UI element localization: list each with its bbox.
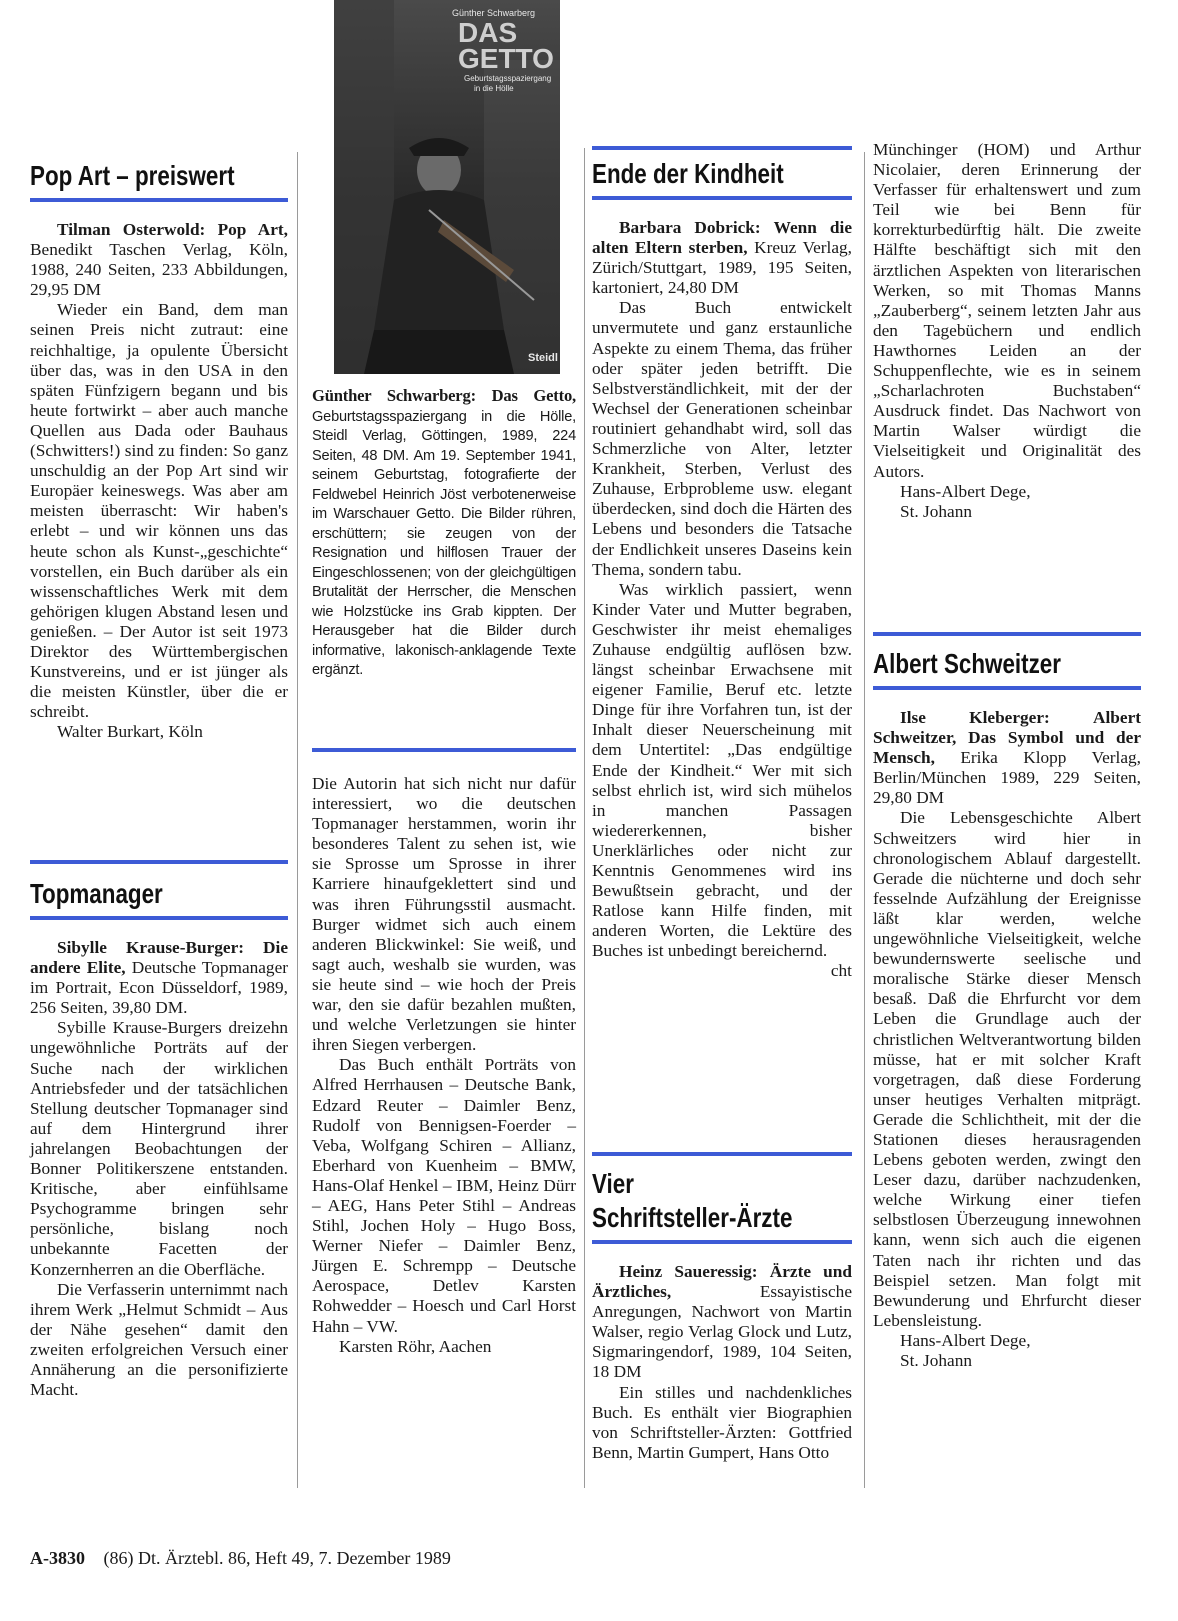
article-body — [592, 1262, 852, 1463]
book-pubinfo: Deutsche Topmanager im Portrait, Econ Düsseldorf, 1989, 256 Seiten, 39,80 DM. — [30, 958, 288, 1018]
book-title: Die andere Elite, — [30, 938, 288, 978]
heading-bar — [30, 916, 288, 920]
cover-author: Günther Schwarberg — [452, 8, 536, 18]
book-title: Pop Art, — [217, 220, 288, 239]
heading-line-2: Schriftsteller-Ärzte — [592, 1202, 793, 1233]
review-signature: Walter Burkart, Köln — [57, 722, 203, 742]
cover-title-1: DAS — [458, 17, 518, 48]
column-rule-1 — [297, 152, 298, 1488]
heading-albert-schweitzer: Albert Schweitzer — [873, 648, 1061, 679]
book-title: Albert Schweitzer, Das Symbol und der Mensch, — [873, 708, 1141, 768]
section-bar — [873, 632, 1141, 636]
heading-bar — [592, 196, 852, 200]
review-text: Sybille Krause-Burgers dreizehn ungewöhnliche Porträts auf der Suche nach der wirklichen Antriebsfeder und der tatsächlichen Stellung deutscher Topmanager sind auf dem Hintergrund ihrer jahrelangen Beobachtungen der Bonner Politikerszene entstanden. Kritische, aber einfühlsame Psychogramme bringen sehr persönliche, bislang noch unbekannte Facetten der Konzernherren an die Oberfläche. — [30, 1018, 288, 1279]
journal-citation: (86) Dt. Ärztebl. 86, Heft 49, 7. Dezember 1989 — [103, 1548, 451, 1568]
cover-subtitle-2: in die Hölle — [474, 84, 514, 93]
photo-caption — [312, 386, 576, 681]
review-text — [592, 579, 852, 981]
topmanager-continued — [312, 774, 576, 1357]
review-text: Die Autorin hat sich nicht nur dafür interessiert, wo die deutschen Topmanager herstammen, worin ihr besonderes Talent zu sehen ist, wie sie Sprosse um Sprosse in ihrer Karriere hinaufgeklettert sind und was ihren Führungsstil ausmacht. Burger widmet sich auch einem anderen Blickwinkel: Sie weiß, und sagt auch, weshalb sie wurden, was sie heute sind – wie hoch der Preis war, den sie dafür bezahlen mußten, und welche Verletzungen sie hinter ihren Siegen verbergen. — [312, 774, 576, 1055]
article-body — [30, 938, 288, 1400]
section-bar — [30, 860, 288, 864]
column-rule-3 — [864, 152, 865, 1488]
review-text: Die Verfasserin unternimmt nach ihrem Werk „Helmut Schmidt – Aus der Nähe gesehen“ damit den zweiten erfolgreichen Versuch einer Annäherung an die personifizierte Macht. — [30, 1279, 288, 1400]
book-pubinfo: Essayistische Anregungen, Nachwort von Martin Walser, regio Verlag Glock und Lutz, Sigmaringendorf, 1989, 104 Seiten, 18 DM — [592, 1282, 852, 1382]
column-rule-2 — [584, 148, 585, 1488]
cover-title-2: GETTO — [458, 43, 554, 74]
book-pubinfo: Erika Klopp Verlag, Berlin/München 1989, 229 Seiten, 29,80 DM — [873, 748, 1141, 808]
review-text-span: Was wirklich passiert, wenn Kinder Vater und Mutter begraben, Geschwister ihr meist ehemaliges Zuhause endgültig auflösen bzw. längst scheinbar Erwachsene mit eigener Familie, Beruf etc. letzte Dinge für ihre Vorfahren tun, ist der Inhalt dieser Neuerscheinung mit dem Untertitel: „Das endgültige Ende der Kindheit.“ Wer mit sich selbst ehrlich ist, wird sich mühelos in manchen Passagen wiedererkennen, bisher Unerklärliches oder nicht zur Kenntnis Genommenes wird ins Bewußtsein gebracht, und der Ratlose kann Hilfe finden, mit anderen Worten, die Lektüre des Buches ist unbedingt bereichernd. — [592, 579, 852, 961]
heading-topmanager: Topmanager — [30, 878, 163, 909]
article-topmanager — [30, 860, 288, 1400]
heading-line-1: Vier — [592, 1168, 634, 1199]
book-author: Barbara Dobrick: — [619, 218, 761, 237]
review-text: Wieder ein Band, dem man seinen Preis nicht zutraut: eine reichhaltige, ja opulente Übersicht über das, was in den USA in den späten Fünfzigern begann und bis heute fortwirkt – aber auch manche Quellen aus Dada oder Bauhaus (Schwitters!) sind zu finden: So ganz unschuldig an der Pop Art sind wir Europäer keineswegs. Was aber am meisten überrascht: Wir haben's erlebt – und wir können uns das heute schon als Kunst-„geschichte“ vorstellen, ein Buch darüber als ein wissenschaftliches Werk mit dem gehörigen klugen Abstand lesen und genießen. – Der Autor ist seit 1973 Direktor des Württembergischen Kunstvereins, und er ist jünger als die meisten Künstler, über die er schreibt. — [30, 300, 288, 722]
book-pubinfo: Kreuz Verlag, Zürich/Stuttgart, 1989, 195 Seiten, kartoniert, 24,80 DM — [592, 238, 852, 298]
cover-publisher: Steidl — [528, 352, 558, 364]
page-number: A-3830 — [30, 1548, 85, 1568]
section-bar — [592, 146, 852, 150]
caption-bold: Günther Schwarberg: Das Getto, — [312, 386, 576, 405]
review-signature-place: St. Johann — [900, 1351, 973, 1370]
review-text: Ein stilles und nachdenkliches Buch. Es enthält vier Biographien von Schriftsteller-Ärzten: Gottfried Benn, Martin Gumpert, Hans Otto — [592, 1382, 852, 1462]
heading-bar — [592, 1240, 852, 1244]
heading-bar — [30, 198, 288, 202]
heading-bar — [873, 686, 1141, 690]
section-bar — [592, 1152, 852, 1156]
book-author: Tilman Osterwold: — [57, 220, 206, 239]
book-title: Ärzte und Ärztliches, — [592, 1262, 852, 1302]
book-cover-photo — [334, 0, 560, 374]
book-author: Ilse Kleberger: — [900, 708, 1050, 727]
review-signature: Hans-Albert Dege, — [900, 1330, 1031, 1350]
article-albert-schweitzer — [873, 632, 1141, 1371]
page-footer — [30, 1548, 451, 1569]
article-schriftsteller-aerzte — [592, 1152, 852, 1463]
book-author: Sibylle Krause-Burger: — [57, 938, 245, 957]
book-pubinfo: Benedikt Taschen Verlag, Köln, 1988, 240 Seiten, 233 Abbildungen, 29,95 DM — [30, 240, 288, 300]
review-signature: Hans-Albert Dege, — [900, 481, 1031, 501]
heading-ende-der-kindheit: Ende der Kindheit — [592, 158, 784, 189]
review-signature: Karsten Röhr, Aachen — [339, 1336, 492, 1356]
heading-pop-art: Pop Art – preiswert — [30, 160, 235, 191]
review-signature: cht — [830, 961, 852, 981]
article-body — [592, 218, 852, 981]
review-text: Die Lebensgeschichte Albert Schweitzers wird hier in chronologischem Ablauf dargestellt. Gerade die nüchterne und doch sehr fesselnde Aufzählung der Ereignisse läßt klar werden, welche ungewöhnliche Vielseitigkeit, welche bewundernswerte seelische und moralische Stärke dieser Mensch besaß. Daß die Ehrfurcht vor dem Leben die Grundlage auch der christlichen Weltverantwortung bilden müsse, hat er mit solcher Kraft vorgetragen, daß diese Forderung unser heutiges Verhalten mitprägt. Gerade die Schlichtheit, mit der die Stationen dieses herausragenden Lebens geboten werden, zwingt den Leser dazu, darüber nachzudenken, welche Wirkung einer tiefen selbstlosen Überzeugung innewohnen kann, wenn sich auch die eigenen Taten nach ihr richten und das Beispiel setzen. Man folgt mit Bewunderung und Ehrfurcht dieser Lebensleistung. — [873, 808, 1141, 1330]
article-body — [30, 220, 288, 742]
section-bar — [312, 748, 576, 752]
review-text: Das Buch entwickelt unvermutete und ganz erstaunliche Aspekte zu einem Thema, das früher oder später jeden betrifft. Die Selbstverständlichkeit, mit der der Wechsel der Generationen scheinbar routiniert gehandhabt wird, soll das Schmerzliche von Alter, letzter Krankheit, Sterben, Verlust des Zuhause, Erbprobleme usw. elegant überdecken, sind doch die Härten des Lebens und besonders die Tatsache der Endlichkeit unseres Daseins kein Thema, sondern tabu. — [592, 298, 852, 579]
cover-subtitle-1: Geburtstagsspaziergang — [464, 74, 552, 83]
article-pop-art — [30, 160, 288, 742]
review-signature-place: St. Johann — [900, 501, 973, 521]
review-text: Das Buch enthält Porträts von Alfred Herrhausen – Deutsche Bank, Edzard Reuter – Daimler Benz, Rudolf von Bennigsen-Foerder – Veba, Wolfgang Schiren – Allianz, Eberhard von Kuenheim – BMW, Hans-Olaf Henkel – IBM, Heinz Dürr – AEG, Hans Peter Stihl – Andreas Stihl, Jochen Holy – Hugo Boss, Werner Niefer – Daimler Benz, Jürgen E. Schrempp – Deutsche Aerospace, Detlev Karsten Rohwedder – Hoesch und Carl Horst Hahn – VW. — [312, 1055, 576, 1336]
article-body — [873, 708, 1141, 1371]
book-author: Heinz Saueressig: — [619, 1262, 758, 1281]
review-text: Münchinger (HOM) und Arthur Nicolaier, deren Erinnerung der Verfasser für erhaltenswert und zum Teil wie bei Benn für korrekturbedürftig hält. Die zweite Hälfte beschäftigt sich mit den ärztlichen Aspekten von literarischen Werken, so mit Thomas Manns „Zauberberg“, seinem letzten Jahr aus den Tagebüchern und endlich Hawthornes Leiden an der Schuppenflechte, wie es in seinem „Scharlachroten Buchstaben“ Ausdruck findet. Das Nachwort von Martin Walser würdigt die Vielseitigkeit und Originalität des Autors. — [873, 140, 1141, 481]
book-title: Wenn die alten Eltern sterben, — [592, 218, 852, 258]
schriftsteller-aerzte-continued — [873, 140, 1141, 522]
article-ende-der-kindheit — [592, 146, 852, 982]
caption-text: Geburtstagsspaziergang in die Hölle, Steidl Verlag, Göttingen, 1989, 224 Seiten, 48 DM. Am 19. September 1941, seinem Geburtstag, fotografierte der Feldwebel Heinrich Jöst verbotenerweise im Warschauer Getto. Die Bilder rühren, erschüttern; sie zeugen von der Resignation und hilflosen Trauer der Eingeschlossenen; von der gleichgültigen Brutalität der Herrscher, die Menschen wie Holzstücke ins Grab kippten. Der Herausgeber hat die Bilder durch informative, lakonisch-anklagende Texte ergänzt. — [312, 408, 576, 678]
